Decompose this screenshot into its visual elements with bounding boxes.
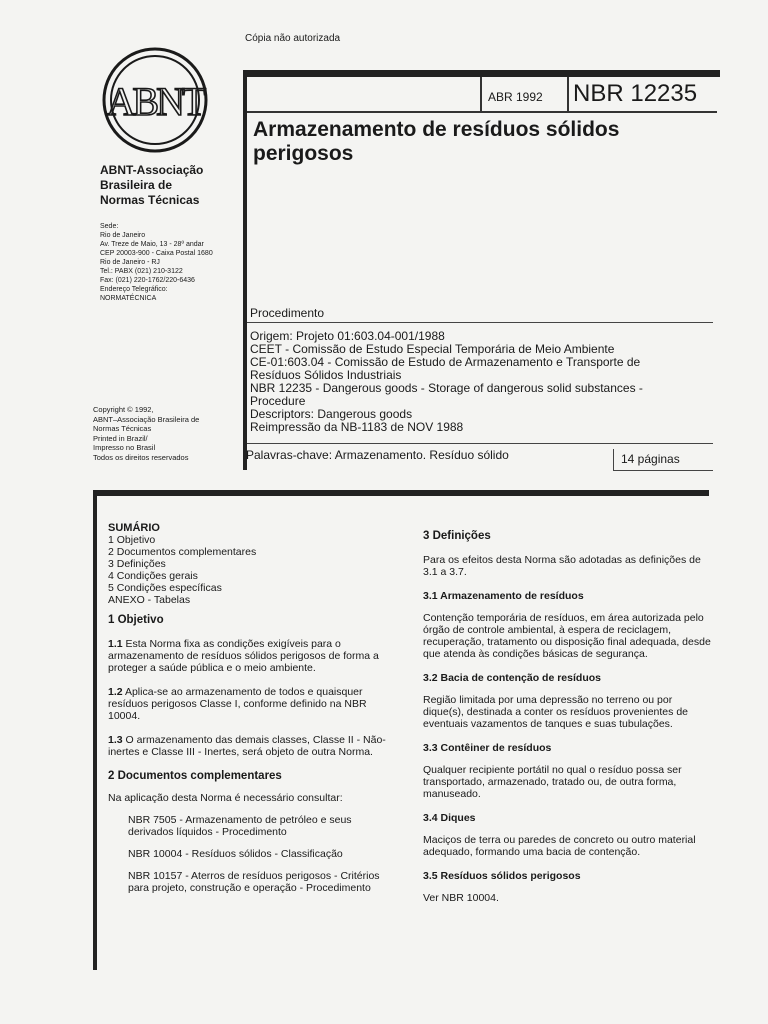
paragraph: Na aplicação desta Norma é necessário consultar: [108, 792, 343, 804]
header-divider [247, 111, 717, 113]
org-name-line: ABNT-Associação [100, 163, 204, 177]
address-line: NORMATÉCNICA [100, 295, 157, 302]
copyright-line: Copyright © 1992, [93, 405, 154, 414]
origin-line: CEET - Comissão de Estudo Especial Temporária de Meio Ambiente [250, 342, 615, 356]
address-line: Rio de Janeiro [100, 232, 146, 239]
summary-item: 1 Objetivo [108, 534, 156, 546]
summary-heading: SUMÁRIO [108, 522, 160, 534]
left-column [108, 522, 398, 894]
paragraph-number: 1.1 [108, 638, 123, 650]
address-line: Sede: [100, 223, 119, 230]
definition-text: Qualquer recipiente portátil no qual o resíduo possa ser transportado, armazenado, tratado ou, de outra forma, manuseado. [423, 764, 682, 800]
header-cell-divider [480, 77, 482, 111]
divider [247, 322, 713, 323]
watermark-text: Cópia não autorizada [245, 33, 341, 44]
reference-item: NBR 7505 - Armazenamento de petróleo e seus derivados líquidos - Procedimento [128, 814, 352, 838]
summary-item: 5 Condições específicas [108, 582, 222, 594]
copyright-line: ABNT–Associação Brasileira de [93, 414, 200, 424]
divider [613, 470, 713, 471]
publication-date: ABR 1992 [488, 90, 543, 104]
definition-text: Contenção temporária de resíduos, em área autorizada pelo órgão de controle ambiental, à espera de reciclagem, recuperação, tratamento ou disposição final adequada, desde que atenda às condições básicas de segurança. [423, 612, 711, 660]
reference-item: NBR 10004 - Resíduos sólidos - Classificação [128, 848, 343, 860]
body-frame-top-rule [93, 490, 709, 496]
definition-title: 3.5 Resíduos sólidos perigosos [423, 870, 581, 882]
section-heading: 2 Documentos complementares [108, 770, 282, 782]
header-cell-divider [567, 77, 569, 111]
address-line: Av. Treze de Maio, 13 - 28º andar [100, 241, 204, 248]
org-name-line: Brasileira de [100, 178, 173, 192]
divider [613, 449, 614, 471]
address-line: Tel.: PABX (021) 210-3122 [100, 268, 183, 275]
reference-item: NBR 10157 - Aterros de resíduos perigosos - Critérios para projeto, construção e operação - Procedimento [128, 870, 380, 894]
paragraph [108, 734, 398, 758]
header-frame-left-rule [243, 70, 247, 470]
origin-line: Reimpressão da NB-1183 de NOV 1988 [250, 420, 464, 434]
header-frame-top-rule [243, 70, 720, 77]
address-line: Rio de Janeiro - RJ [100, 259, 160, 266]
origin-line: NBR 12235 - Dangerous goods - Storage of dangerous solid substances - [250, 381, 643, 395]
standard-number: NBR 12235 [573, 80, 698, 107]
abnt-logo-icon [102, 47, 208, 153]
paragraph-text: O armazenamento das demais classes, Classe II - Não-inertes e Classe III - Inertes, será objeto de outra Norma. [108, 734, 386, 758]
definition-title: 3.3 Contêiner de resíduos [423, 742, 552, 754]
paragraph-text: Aplica-se ao armazenamento de todos e quaisquer resíduos perigosos Classe I, conforme definido na NBR 10004. [108, 686, 367, 722]
section-heading: 1 Objetivo [108, 614, 164, 626]
definition-text: Ver NBR 10004. [423, 892, 499, 904]
summary-item: 2 Documentos complementares [108, 546, 257, 558]
document-type: Procedimento [250, 306, 325, 320]
copyright-notice [93, 405, 199, 462]
document-title [253, 118, 703, 166]
address-line: CEP 20003-900 - Caixa Postal 1680 [100, 250, 213, 257]
origin-line: Descriptors: Dangerous goods [250, 407, 413, 421]
paragraph: Para os efeitos desta Norma são adotadas as definições de 3.1 a 3.7. [423, 554, 701, 578]
copyright-line: Todos os direitos reservados [93, 452, 189, 462]
paragraph-number: 1.3 [108, 734, 123, 746]
keywords: Palavras-chave: Armazenamento. Resíduo sólido [246, 448, 509, 462]
origin-block [250, 330, 643, 434]
paragraph-number: 1.2 [108, 686, 123, 698]
paragraph-text: Esta Norma fixa as condições exigíveis para o armazenamento de resíduos sólidos perigosos de forma a proteger a saúde pública e o meio ambiente. [108, 638, 379, 674]
title-line: perigosos [253, 142, 354, 165]
origin-line: Resíduos Sólidos Industriais [250, 368, 402, 382]
page-count: 14 páginas [621, 452, 680, 466]
definition-text: Região limitada por uma depressão no terreno ou por dique(s), destinada a conter os resíduos provenientes de eventuais vazamentos de tanques e suas tubulações. [423, 694, 688, 730]
origin-line: Procedure [250, 394, 306, 408]
copyright-line: Printed in Brazil/ [93, 433, 148, 443]
origin-line: Origem: Projeto 01:603.04-001/1988 [250, 329, 445, 343]
paragraph [108, 638, 398, 674]
org-name-line: Normas Técnicas [100, 193, 200, 207]
organization-address [100, 222, 213, 303]
logo-text: ABNT [106, 79, 204, 124]
body-frame-left-rule [93, 490, 97, 970]
copyright-line: Impresso no Brasil [93, 443, 156, 452]
definition-title: 3.2 Bacia de contenção de resíduos [423, 672, 601, 684]
origin-line: CE-01:603.04 - Comissão de Estudo de Armazenamento e Transporte de [250, 355, 641, 369]
right-column [423, 530, 715, 904]
title-line: Armazenamento de resíduos sólidos [253, 118, 620, 141]
paragraph [108, 686, 398, 722]
divider [247, 443, 713, 444]
summary-item: ANEXO - Tabelas [108, 594, 191, 606]
definition-text: Maciços de terra ou paredes de concreto ou outro material adequado, formando uma bacia de contenção. [423, 834, 696, 858]
definition-title: 3.1 Armazenamento de resíduos [423, 590, 584, 602]
definition-title: 3.4 Diques [423, 812, 476, 824]
section-heading: 3 Definições [423, 530, 491, 542]
organization-name [100, 163, 203, 208]
address-line: Fax: (021) 220-1762/220-6436 [100, 277, 195, 284]
address-line: Endereço Telegráfico: [100, 286, 168, 293]
summary-item: 4 Condições gerais [108, 570, 198, 582]
summary-item: 3 Definições [108, 558, 166, 570]
copyright-line: Normas Técnicas [93, 424, 152, 433]
